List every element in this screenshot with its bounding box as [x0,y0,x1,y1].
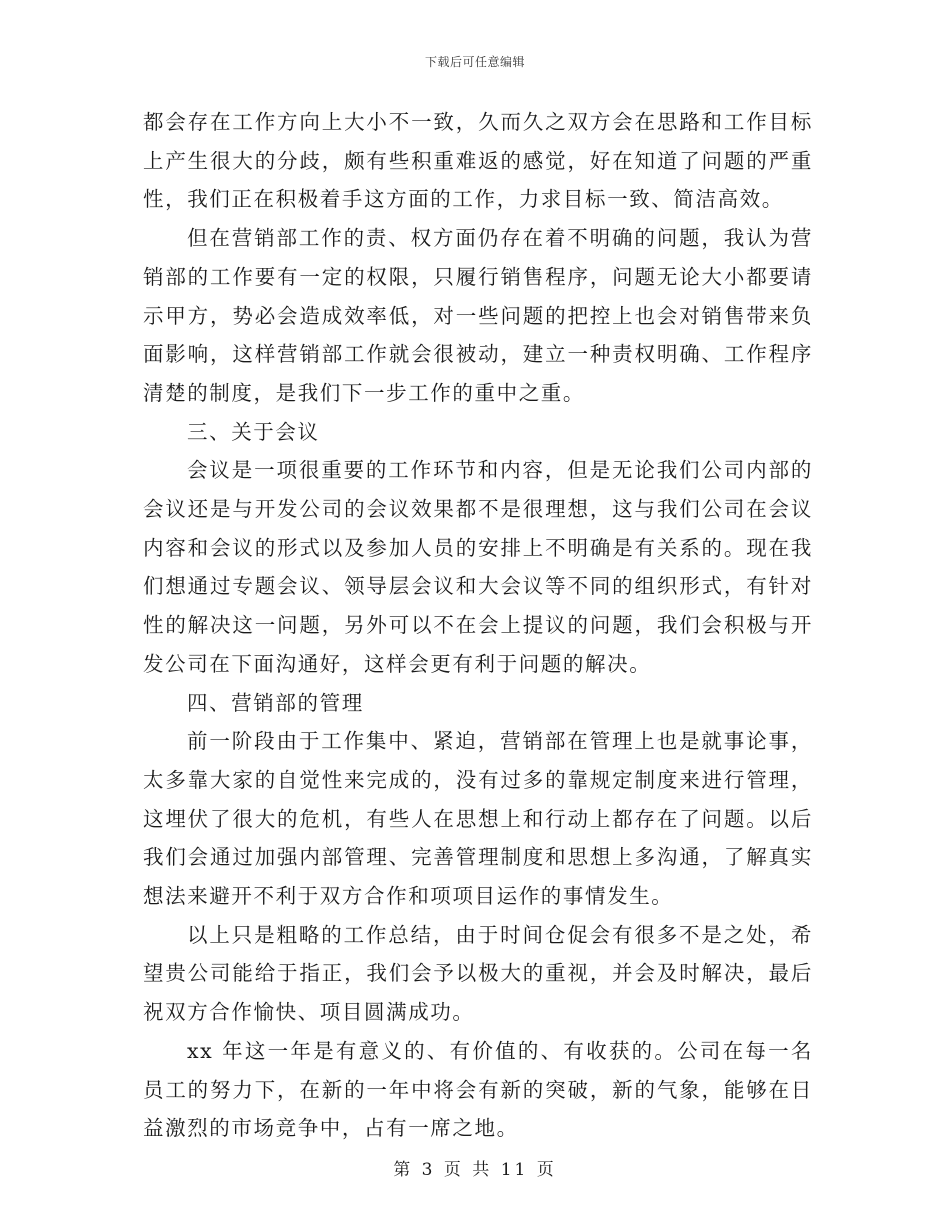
paragraph: 会议是一项很重要的工作环节和内容，但是无论我们公司内部的会议还是与开发公司的会议效果都不是很理想，这与我们公司在会议内容和会议的形式以及参加人员的安排上不明确是有关系的。现在我们想通过专题会议、领导层会议和大会议等不同的组织形式，有针对性的解决这一问题，另外可以不在会上提议的问题，我们会积极与开发公司在下面沟通好，这样会更有利于问题的解决。 [143,458,813,676]
document-body [143,103,813,1148]
page-header: 下载后可任意编辑 [424,55,525,69]
paragraph: 以上只是粗略的工作总结，由于时间仓促会有很多不是之处，希望贵公司能给于指正，我们会予以极大的重视，并会及时解决，最后祝双方合作愉快、项目圆满成功。 [143,922,813,1025]
paragraph: 前一阶段由于工作集中、紧迫，营销部在管理上也是就事论事，太多靠大家的自觉性来完成的，没有过多的靠规定制度来进行管理，这埋伏了很大的危机，有些人在思想上和行动上都存在了问题。以后我们会通过加强内部管理、完善管理制度和思想上多沟通，了解真实想法来避开不利于双方合作和项项目运作的事情发生。 [143,729,813,909]
section-heading: 四、营销部的管理 [187,690,364,715]
section-heading: 三、关于会议 [187,419,320,444]
paragraph: xx 年这一年是有意义的、有价值的、有收获的。公司在每一名员工的努力下，在新的一年中将会有新的突破，新的气象，能够在日益激烈的市场竞争中，占有一席之地。 [143,1038,813,1141]
paragraph: 都会存在工作方向上大小不一致，久而久之双方会在思路和工作目标上产生很大的分歧，颇有些积重难返的感觉，好在知道了问题的严重性，我们正在积极着手这方面的工作，力求目标一致、简洁高效。 [143,110,813,212]
page-footer: 第 3 页 共 11 页 [393,1160,557,1180]
paragraph: 但在营销部工作的责、权方面仍存在着不明确的问题，我认为营销部的工作要有一定的权限，只履行销售程序，问题无论大小都要请示甲方，势必会造成效率低，对一些问题的把控上也会对销售带来负面影响，这样营销部工作就会很被动，建立一种责权明确、工作程序清楚的制度，是我们下一步工作的重中之重。 [143,226,813,405]
